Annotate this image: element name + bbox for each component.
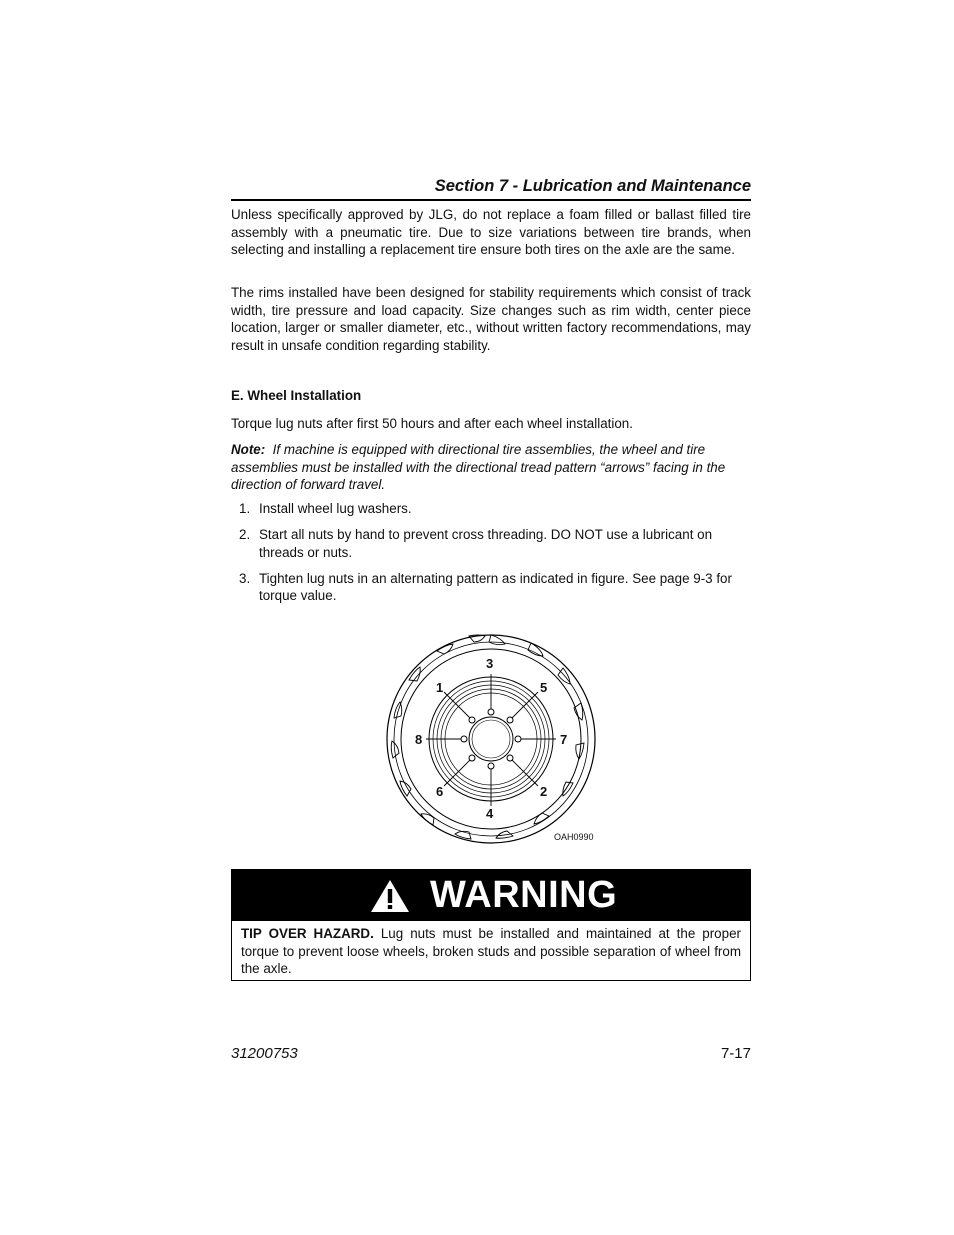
step-text: Tighten lug nuts in an alternating pattern as indicated in figure. See page 9-3 for torque value.: [259, 570, 732, 603]
lug-label-1: 1: [436, 680, 444, 695]
lug-nut-6: [469, 755, 475, 761]
paragraph-rims: The rims installed have been designed for stability requirements which consist of track width, tire pressure and load capacity. Size changes such as rim width, center piece location, larger or smaller diameter, etc., without written factory recommendations, may result in unsafe condition regarding stability.: [231, 285, 751, 353]
warning-text: [241, 925, 741, 978]
lug-nut-7: [515, 736, 521, 742]
step-text: Start all nuts by hand to prevent cross threading. DO NOT use a lubricant on threads or nuts.: [259, 527, 713, 560]
lug-nut-1: [469, 717, 475, 723]
lug-label-4: 4: [486, 806, 494, 821]
lug-nut-2: [507, 755, 513, 761]
lug-label-5: 5: [540, 680, 548, 695]
installation-steps: [231, 500, 751, 613]
warning-lead: TIP OVER HAZARD.: [241, 926, 374, 941]
warning-title: WARNING: [430, 874, 618, 916]
note-text: If machine is equipped with directional tire assemblies, the wheel and tire assemblies must be installed with the directional tread pattern “arrows” facing in the direction of forward travel.: [231, 442, 726, 492]
paragraph-tire-replacement: Unless specifically approved by JLG, do not replace a foam filled or ballast filled tire assembly with a pneumatic tire. Due to size variations between tire brands, when selecting and installing a replacement tire ensure both tires on the axle are the same.: [231, 207, 751, 257]
warning-banner: [232, 870, 750, 921]
lug-nut-5: [507, 717, 513, 723]
lug-nut-3: [488, 709, 494, 715]
warning-triangle-icon: [369, 878, 411, 914]
step-text: Install wheel lug washers.: [259, 501, 412, 516]
note-label: Note:: [231, 442, 266, 457]
note: [231, 441, 751, 494]
list-item: [231, 500, 751, 518]
page-number: 7-17: [720, 1045, 751, 1062]
lug-label-6: 6: [436, 784, 444, 799]
list-item: [231, 526, 751, 561]
wheel-installation-heading: E. Wheel Installation: [231, 388, 362, 403]
document-number: 31200753: [231, 1045, 298, 1062]
warning-body: Lug nuts must be installed and maintained at the proper torque to prevent loose wheels, broken studs and possible separation of wheel from the axle.: [241, 926, 741, 976]
lug-label-8: 8: [415, 732, 423, 747]
step-number: 1.: [239, 501, 251, 516]
list-item: [231, 570, 751, 605]
section-title: Section 7 - Lubrication and Maintenance: [434, 177, 751, 195]
step-number: 3.: [239, 570, 251, 586]
warning-box: [231, 869, 751, 981]
lug-nut-pattern-figure: [381, 628, 601, 850]
step-number: 2.: [239, 527, 251, 542]
lug-label-2: 2: [540, 784, 548, 799]
wheel-installation-intro: Torque lug nuts after first 50 hours and after each wheel installation.: [231, 416, 633, 431]
lug-label-7: 7: [560, 732, 568, 747]
lug-nut-8: [461, 736, 467, 742]
lug-label-3: 3: [486, 656, 494, 671]
title-rule: [231, 199, 751, 201]
figure-code: OAH0990: [554, 832, 594, 842]
lug-nut-4: [488, 763, 494, 769]
